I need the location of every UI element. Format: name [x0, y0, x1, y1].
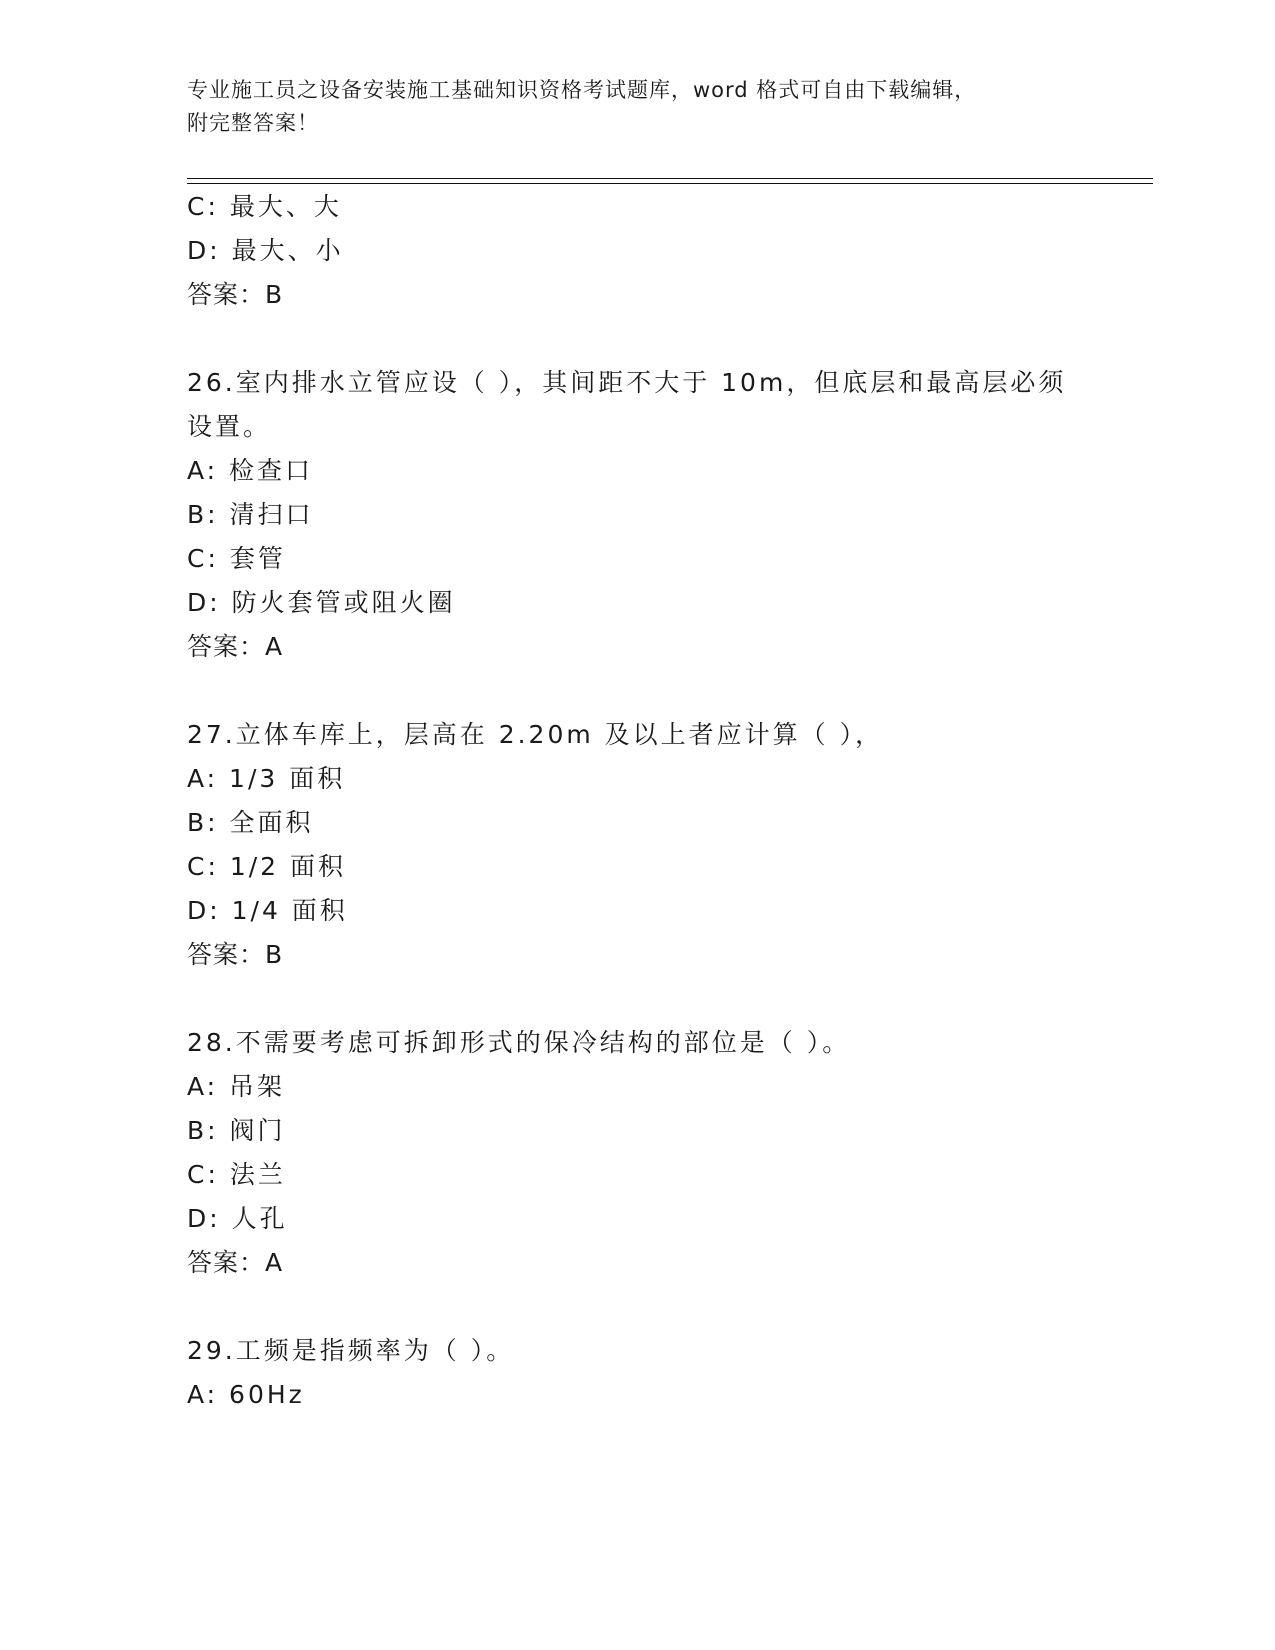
q26-stem-line-2: 设置。	[187, 412, 272, 441]
prev-answer: 答案：B	[187, 280, 284, 309]
prev-option-d: D: 最大、小	[187, 236, 344, 265]
q27-stem: 27.立体车库上，层高在 2.20m 及以上者应计算（ ），	[187, 720, 884, 749]
header-rule-bottom	[187, 183, 1153, 184]
q29-stem: 29.工频是指频率为（ ）。	[187, 1336, 515, 1365]
q26-option-d: D: 防火套管或阻火圈	[187, 588, 456, 617]
q28-option-d: D: 人孔	[187, 1204, 288, 1233]
q28-stem: 28.不需要考虑可拆卸形式的保冷结构的部位是（ ）。	[187, 1028, 851, 1057]
q28-option-b: B: 阀门	[187, 1116, 286, 1145]
q26-option-c: C: 套管	[187, 544, 286, 573]
q27-answer: 答案：B	[187, 940, 284, 969]
header-line-1: 专业施工员之设备安装施工基础知识资格考试题库，word 格式可自由下载编辑，	[187, 78, 977, 102]
q26-option-b: B: 清扫口	[187, 500, 314, 529]
q29-option-a: A: 60Hz	[187, 1380, 305, 1409]
prev-option-c: C: 最大、大	[187, 192, 342, 221]
header-line-2: 附完整答案！	[187, 111, 319, 135]
q27-option-b: B: 全面积	[187, 808, 314, 837]
q26-stem-line-1: 26.室内排水立管应设（ ），其间距不大于 10m，但底层和最高层必须	[187, 368, 1067, 397]
q27-option-c: C: 1/2 面积	[187, 852, 347, 881]
q27-option-a: A: 1/3 面积	[187, 764, 346, 793]
q26-option-a: A: 检查口	[187, 456, 314, 485]
q26-answer: 答案：A	[187, 632, 284, 661]
document-header	[187, 74, 1087, 140]
q28-answer: 答案：A	[187, 1248, 284, 1277]
q27-option-d: D: 1/4 面积	[187, 896, 348, 925]
q28-option-c: C: 法兰	[187, 1160, 286, 1189]
q28-option-a: A: 吊架	[187, 1072, 286, 1101]
header-rule-top	[187, 178, 1153, 179]
